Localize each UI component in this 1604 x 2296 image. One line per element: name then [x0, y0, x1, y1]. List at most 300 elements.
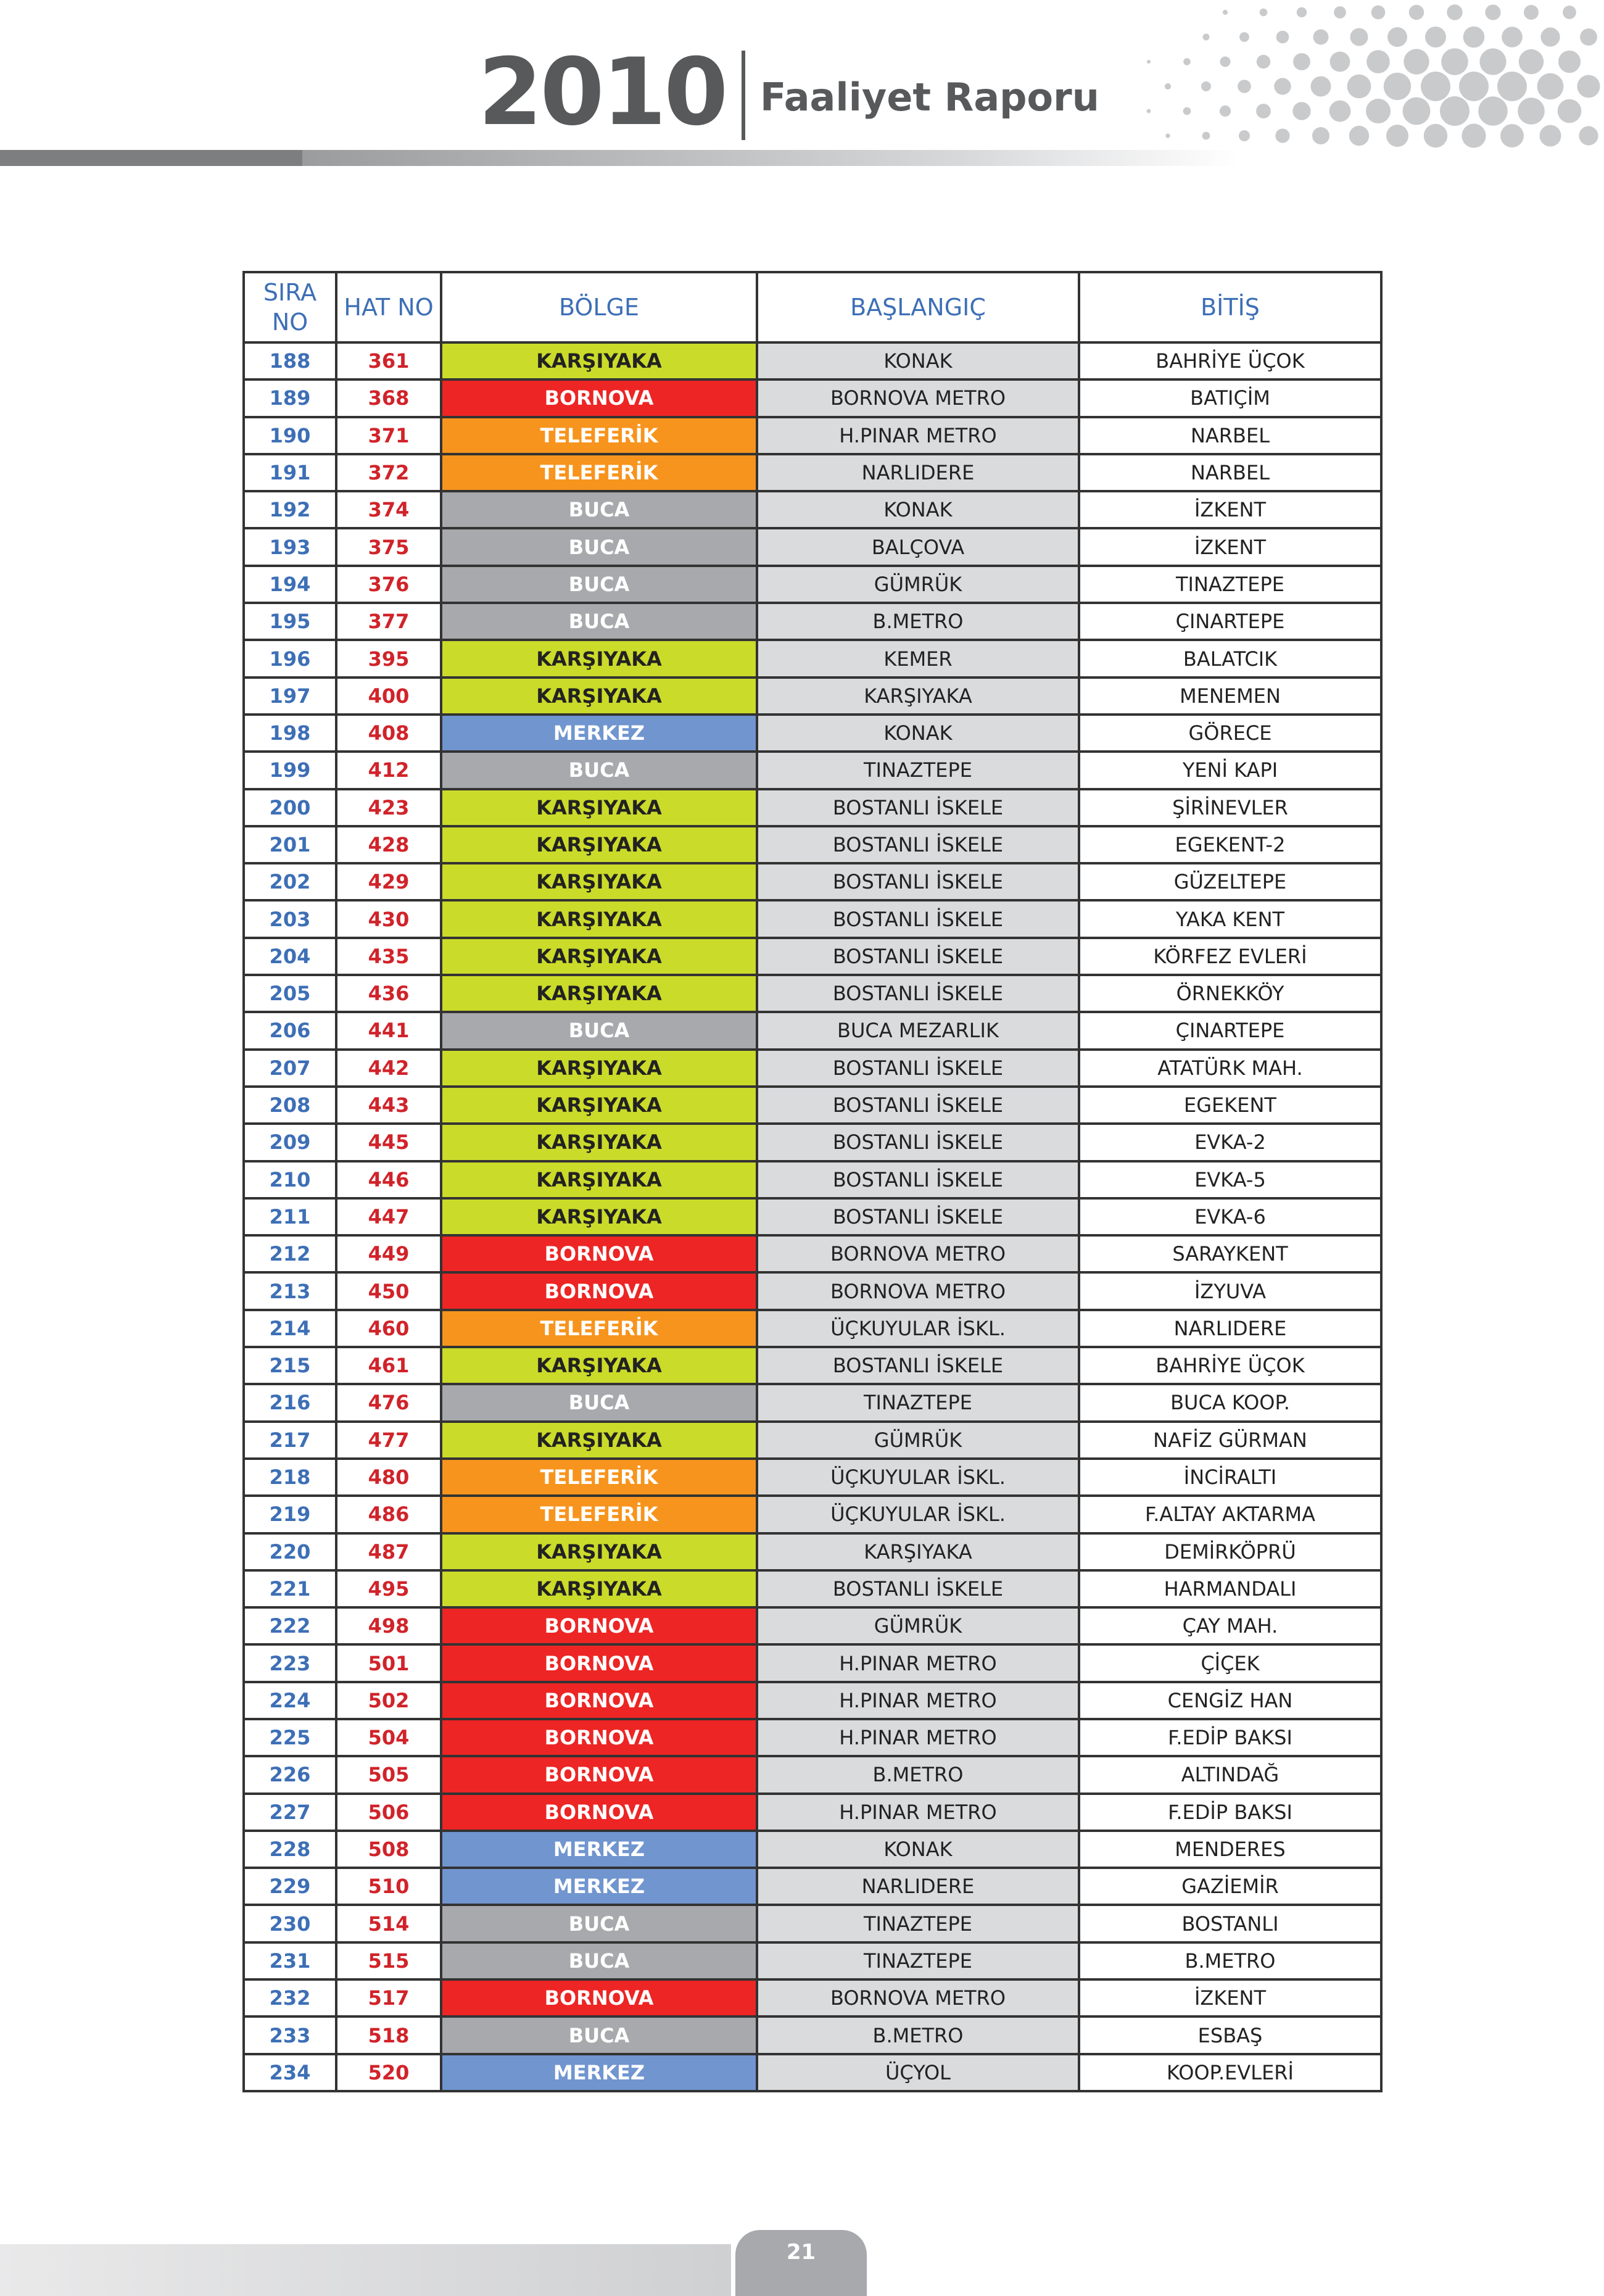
table-row	[244, 1310, 1381, 1347]
decorative-dot	[1386, 125, 1408, 147]
cell-sira-no: 211	[244, 1198, 336, 1235]
decorative-dot	[1260, 9, 1268, 17]
cell-baslangic: BORNOVA METRO	[757, 1979, 1079, 2016]
cell-baslangic: KONAK	[757, 342, 1079, 379]
cell-hat-no: 442	[336, 1050, 441, 1087]
cell-bolge: BORNOVA	[441, 1794, 757, 1831]
cell-bolge: KARŞIYAKA	[441, 1050, 757, 1087]
cell-bolge: BUCA	[441, 752, 757, 789]
cell-hat-no: 445	[336, 1124, 441, 1161]
decorative-dot	[1403, 97, 1431, 125]
cell-baslangic: GÜMRÜK	[757, 1607, 1079, 1644]
cell-sira-no: 232	[244, 1979, 336, 2016]
cell-sira-no: 209	[244, 1124, 336, 1161]
cell-bitis: YENİ KAPI	[1079, 752, 1381, 789]
cell-sira-no: 212	[244, 1235, 336, 1272]
cell-hat-no: 460	[336, 1310, 441, 1347]
decorative-dot	[1519, 49, 1544, 74]
cell-sira-no: 220	[244, 1533, 336, 1570]
decorative-dot	[1275, 128, 1289, 143]
page-number: 21	[786, 2240, 816, 2265]
cell-bitis: EGEKENT-2	[1079, 826, 1381, 863]
decorative-dot	[1366, 50, 1390, 73]
report-title: Faaliyet Raporu	[760, 75, 1099, 120]
cell-baslangic: ÜÇKUYULAR İSKL.	[757, 1459, 1079, 1496]
decorative-dot	[1485, 4, 1500, 20]
cell-hat-no: 368	[336, 379, 441, 417]
decorative-dot	[1441, 48, 1468, 75]
cell-bolge: KARŞIYAKA	[441, 863, 757, 900]
decorative-dot	[1537, 73, 1564, 100]
cell-hat-no: 486	[336, 1496, 441, 1533]
cell-sira-no: 208	[244, 1087, 336, 1124]
table-row	[244, 342, 1381, 379]
decorative-dot	[1239, 32, 1249, 42]
decorative-dot	[1580, 28, 1597, 46]
cell-hat-no: 435	[336, 938, 441, 975]
cell-hat-no: 461	[336, 1347, 441, 1384]
cell-bolge: BORNOVA	[441, 1607, 757, 1644]
cell-bitis: DEMİRKÖPRÜ	[1079, 1533, 1381, 1570]
cell-bitis: İZKENT	[1079, 528, 1381, 565]
cell-baslangic: TINAZTEPE	[757, 1905, 1079, 1942]
cell-bolge: KARŞIYAKA	[441, 826, 757, 863]
cell-sira-no: 218	[244, 1459, 336, 1496]
cell-sira-no: 202	[244, 863, 336, 900]
decorative-dot	[1577, 75, 1600, 98]
cell-hat-no: 514	[336, 1905, 441, 1942]
decorative-dot	[1293, 53, 1310, 70]
cell-hat-no: 502	[336, 1682, 441, 1719]
cell-hat-no: 361	[336, 342, 441, 379]
decorative-dot	[1238, 80, 1251, 93]
cell-bitis: HARMANDALI	[1079, 1570, 1381, 1607]
cell-bolge: KARŞIYAKA	[441, 678, 757, 715]
cell-sira-no: 190	[244, 417, 336, 454]
cell-baslangic: BOSTANLI İSKELE	[757, 1124, 1079, 1161]
cell-baslangic: TINAZTEPE	[757, 1942, 1079, 1979]
table-row	[244, 1533, 1381, 1570]
table-row	[244, 603, 1381, 640]
cell-bitis: NARBEL	[1079, 417, 1381, 454]
cell-bitis: ÇINARTEPE	[1079, 603, 1381, 640]
table-row	[244, 1012, 1381, 1049]
cell-baslangic: BUCA MEZARLIK	[757, 1012, 1079, 1049]
cell-sira-no: 205	[244, 975, 336, 1012]
page-header	[0, 0, 1604, 173]
cell-bitis: ÇİÇEK	[1079, 1644, 1381, 1681]
decorative-dot	[1558, 99, 1582, 123]
cell-sira-no: 200	[244, 789, 336, 826]
cell-hat-no: 501	[336, 1644, 441, 1681]
decorative-dot	[1202, 132, 1210, 140]
table-row	[244, 975, 1381, 1012]
cell-baslangic: BOSTANLI İSKELE	[757, 900, 1079, 937]
decorative-dot	[1425, 27, 1446, 48]
decorative-dot	[1220, 106, 1231, 117]
cell-hat-no: 517	[336, 1979, 441, 2016]
title-divider	[742, 51, 745, 140]
cell-hat-no: 412	[336, 752, 441, 789]
cell-bolge: KARŞIYAKA	[441, 975, 757, 1012]
cell-bolge: TELEFERİK	[441, 417, 757, 454]
cell-bitis: ÖRNEKKÖY	[1079, 975, 1381, 1012]
cell-sira-no: 210	[244, 1161, 336, 1198]
decorative-dot	[1274, 78, 1291, 94]
decorative-dot	[1540, 27, 1560, 46]
decorative-dot	[1147, 60, 1151, 64]
table-row	[244, 863, 1381, 900]
cell-baslangic: H.PINAR METRO	[757, 1682, 1079, 1719]
cell-bolge: MERKEZ	[441, 1868, 757, 1905]
table-row	[244, 1272, 1381, 1309]
cell-hat-no: 377	[336, 603, 441, 640]
decorative-dot	[1404, 49, 1429, 74]
cell-baslangic: KONAK	[757, 715, 1079, 752]
table-row	[244, 2016, 1381, 2054]
cell-hat-no: 450	[336, 1272, 441, 1309]
cell-baslangic: BOSTANLI İSKELE	[757, 1087, 1079, 1124]
decorative-dot	[1183, 58, 1191, 65]
bus-lines-table	[242, 271, 1383, 2092]
cell-bitis: MENEMEN	[1079, 678, 1381, 715]
cell-baslangic: KARŞIYAKA	[757, 1533, 1079, 1570]
cell-bolge: TELEFERİK	[441, 454, 757, 491]
cell-sira-no: 194	[244, 566, 336, 603]
header-bitis: BİTİŞ	[1079, 272, 1381, 342]
decorative-dot	[1203, 34, 1210, 41]
decorative-dot	[1347, 75, 1371, 99]
cell-bolge: BUCA	[441, 1905, 757, 1942]
cell-bolge: BORNOVA	[441, 1235, 757, 1272]
table-row	[244, 417, 1381, 454]
cell-sira-no: 207	[244, 1050, 336, 1087]
cell-bitis: CENGİZ HAN	[1079, 1682, 1381, 1719]
cell-sira-no: 213	[244, 1272, 336, 1309]
cell-hat-no: 477	[336, 1422, 441, 1459]
cell-hat-no: 428	[336, 826, 441, 863]
cell-bitis: GAZİEMİR	[1079, 1868, 1381, 1905]
header-rule-light	[302, 150, 1240, 166]
cell-hat-no: 498	[336, 1607, 441, 1644]
cell-bitis: NAFİZ GÜRMAN	[1079, 1422, 1381, 1459]
decorative-dot	[1478, 96, 1507, 125]
cell-hat-no: 408	[336, 715, 441, 752]
cell-sira-no: 192	[244, 491, 336, 528]
table-row	[244, 1682, 1381, 1719]
cell-bolge: KARŞIYAKA	[441, 1347, 757, 1384]
cell-baslangic: BALÇOVA	[757, 528, 1079, 565]
decorative-dot	[1276, 31, 1289, 44]
table-row	[244, 491, 1381, 528]
table-row	[244, 1979, 1381, 2016]
decorative-dot	[1384, 73, 1411, 100]
cell-sira-no: 228	[244, 1831, 336, 1868]
cell-sira-no: 222	[244, 1607, 336, 1644]
cell-baslangic: BORNOVA METRO	[757, 379, 1079, 417]
cell-sira-no: 191	[244, 454, 336, 491]
table-row	[244, 1050, 1381, 1087]
cell-baslangic: BOSTANLI İSKELE	[757, 1347, 1079, 1384]
cell-sira-no: 229	[244, 1868, 336, 1905]
cell-hat-no: 487	[336, 1533, 441, 1570]
cell-sira-no: 204	[244, 938, 336, 975]
cell-bitis: ATATÜRK MAH.	[1079, 1050, 1381, 1087]
decorative-dot	[1239, 130, 1250, 141]
table-row	[244, 1124, 1381, 1161]
cell-baslangic: ÜÇKUYULAR İSKL.	[757, 1310, 1079, 1347]
cell-baslangic: KONAK	[757, 1831, 1079, 1868]
decorative-dot	[1371, 6, 1386, 20]
cell-baslangic: ÜÇKUYULAR İSKL.	[757, 1496, 1079, 1533]
cell-bitis: KÖRFEZ EVLERİ	[1079, 938, 1381, 975]
cell-bitis: ESBAŞ	[1079, 2016, 1381, 2054]
cell-bitis: TINAZTEPE	[1079, 566, 1381, 603]
cell-bitis: BOSTANLI	[1079, 1905, 1381, 1942]
cell-sira-no: 234	[244, 2054, 336, 2091]
decorative-dot	[1223, 10, 1228, 15]
cell-baslangic: ÜÇYOL	[757, 2054, 1079, 2091]
cell-baslangic: KONAK	[757, 491, 1079, 528]
cell-baslangic: KARŞIYAKA	[757, 678, 1079, 715]
header-bolge: BÖLGE	[441, 272, 757, 342]
cell-bitis: EVKA-5	[1079, 1161, 1381, 1198]
cell-baslangic: B.METRO	[757, 2016, 1079, 2054]
cell-baslangic: GÜMRÜK	[757, 1422, 1079, 1459]
decorative-dots	[1086, 0, 1604, 160]
cell-bolge: MERKEZ	[441, 715, 757, 752]
cell-baslangic: TINAZTEPE	[757, 752, 1079, 789]
table-row	[244, 1161, 1381, 1198]
table-row	[244, 1868, 1381, 1905]
cell-hat-no: 510	[336, 1868, 441, 1905]
cell-bolge: BUCA	[441, 491, 757, 528]
cell-sira-no: 201	[244, 826, 336, 863]
decorative-dot	[1183, 107, 1191, 115]
cell-bitis: ALTINDAĞ	[1079, 1756, 1381, 1793]
cell-hat-no: 505	[336, 1756, 441, 1793]
cell-sira-no: 230	[244, 1905, 336, 1942]
cell-sira-no: 215	[244, 1347, 336, 1384]
decorative-dot	[1558, 51, 1581, 73]
cell-bolge: MERKEZ	[441, 2054, 757, 2091]
cell-baslangic: BOSTANLI İSKELE	[757, 1161, 1079, 1198]
cell-baslangic: BORNOVA METRO	[757, 1272, 1079, 1309]
cell-bolge: TELEFERİK	[441, 1459, 757, 1496]
cell-baslangic: TINAZTEPE	[757, 1384, 1079, 1421]
decorative-dot	[1463, 27, 1485, 48]
cell-hat-no: 443	[336, 1087, 441, 1124]
decorative-dot	[1579, 126, 1598, 145]
decorative-dot	[1329, 101, 1351, 122]
cell-hat-no: 372	[336, 454, 441, 491]
table-row	[244, 752, 1381, 789]
decorative-dot	[1311, 77, 1331, 97]
cell-baslangic: H.PINAR METRO	[757, 1644, 1079, 1681]
decorative-dot	[1165, 133, 1170, 138]
cell-hat-no: 446	[336, 1161, 441, 1198]
decorative-dot	[1563, 6, 1576, 19]
cell-bitis: SARAYKENT	[1079, 1235, 1381, 1272]
cell-baslangic: BOSTANLI İSKELE	[757, 975, 1079, 1012]
cell-sira-no: 206	[244, 1012, 336, 1049]
cell-bolge: TELEFERİK	[441, 1310, 757, 1347]
cell-hat-no: 495	[336, 1570, 441, 1607]
decorative-dot	[1459, 72, 1489, 101]
decorative-dot	[1256, 104, 1271, 118]
cell-bitis: BALATCIK	[1079, 640, 1381, 677]
decorative-dot	[1257, 55, 1270, 68]
decorative-dot	[1349, 126, 1369, 146]
cell-hat-no: 520	[336, 2054, 441, 2091]
cell-bitis: İZYUVA	[1079, 1272, 1381, 1309]
decorative-dot	[1334, 6, 1346, 19]
table-row	[244, 454, 1381, 491]
decorative-dot	[1366, 99, 1391, 123]
cell-baslangic: KEMER	[757, 640, 1079, 677]
cell-bitis: NARBEL	[1079, 454, 1381, 491]
table-row	[244, 1347, 1381, 1384]
cell-sira-no: 189	[244, 379, 336, 417]
decorative-dot	[1387, 27, 1407, 47]
table-row	[244, 1719, 1381, 1756]
table-row	[244, 789, 1381, 826]
cell-baslangic: BOSTANLI İSKELE	[757, 1050, 1079, 1087]
cell-bitis: KOOP.EVLERİ	[1079, 2054, 1381, 2091]
cell-hat-no: 371	[336, 417, 441, 454]
cell-bolge: BUCA	[441, 1012, 757, 1049]
decorative-dot	[1220, 57, 1231, 67]
cell-sira-no: 231	[244, 1942, 336, 1979]
decorative-dot	[1502, 27, 1523, 48]
decorative-dot	[1313, 30, 1329, 45]
cell-hat-no: 515	[336, 1942, 441, 1979]
cell-sira-no: 196	[244, 640, 336, 677]
cell-hat-no: 449	[336, 1235, 441, 1272]
cell-bolge: KARŞIYAKA	[441, 1198, 757, 1235]
cell-hat-no: 480	[336, 1459, 441, 1496]
cell-baslangic: H.PINAR METRO	[757, 417, 1079, 454]
cell-bitis: BAHRİYE ÜÇOK	[1079, 342, 1381, 379]
cell-bolge: BORNOVA	[441, 1272, 757, 1309]
cell-bolge: BUCA	[441, 2016, 757, 2054]
decorative-dot	[1165, 83, 1171, 89]
cell-hat-no: 374	[336, 491, 441, 528]
decorative-dot	[1540, 125, 1561, 147]
cell-sira-no: 188	[244, 342, 336, 379]
cell-bitis: F.ALTAY AKTARMA	[1079, 1496, 1381, 1533]
cell-baslangic: BOSTANLI İSKELE	[757, 826, 1079, 863]
cell-sira-no: 216	[244, 1384, 336, 1421]
table-row	[244, 1644, 1381, 1681]
cell-bolge: KARŞIYAKA	[441, 1087, 757, 1124]
decorative-dot	[1461, 123, 1486, 147]
cell-bolge: BORNOVA	[441, 1682, 757, 1719]
cell-baslangic: H.PINAR METRO	[757, 1794, 1079, 1831]
table-row	[244, 1756, 1381, 1793]
cell-baslangic: B.METRO	[757, 603, 1079, 640]
decorative-dot	[1518, 97, 1545, 125]
cell-bolge: KARŞIYAKA	[441, 1161, 757, 1198]
cell-hat-no: 441	[336, 1012, 441, 1049]
cell-bolge: KARŞIYAKA	[441, 1533, 757, 1570]
decorative-dot	[1147, 109, 1151, 114]
cell-sira-no: 226	[244, 1756, 336, 1793]
cell-baslangic: NARLIDERE	[757, 454, 1079, 491]
cell-bitis: MENDERES	[1079, 1831, 1381, 1868]
cell-hat-no: 447	[336, 1198, 441, 1235]
cell-bolge: BORNOVA	[441, 1719, 757, 1756]
cell-hat-no: 423	[336, 789, 441, 826]
cell-baslangic: BOSTANLI İSKELE	[757, 789, 1079, 826]
cell-baslangic: B.METRO	[757, 1756, 1079, 1793]
table-row	[244, 640, 1381, 677]
decorative-dot	[1479, 48, 1506, 75]
cell-sira-no: 193	[244, 528, 336, 565]
cell-sira-no: 221	[244, 1570, 336, 1607]
cell-bolge: KARŞIYAKA	[441, 640, 757, 677]
table-row	[244, 715, 1381, 752]
table-row	[244, 1087, 1381, 1124]
cell-baslangic: H.PINAR METRO	[757, 1719, 1079, 1756]
decorative-dot	[1447, 4, 1462, 20]
cell-hat-no: 429	[336, 863, 441, 900]
cell-sira-no: 197	[244, 678, 336, 715]
cell-sira-no: 198	[244, 715, 336, 752]
cell-bitis: GÜZELTEPE	[1079, 863, 1381, 900]
decorative-dot	[1330, 52, 1350, 72]
cell-bitis: ŞİRİNEVLER	[1079, 789, 1381, 826]
header-baslangic: BAŞLANGIÇ	[757, 272, 1079, 342]
table-row	[244, 1905, 1381, 1942]
cell-bolge: KARŞIYAKA	[441, 1570, 757, 1607]
cell-hat-no: 518	[336, 2016, 441, 2054]
cell-hat-no: 506	[336, 1794, 441, 1831]
table-row	[244, 1607, 1381, 1644]
table-row	[244, 1942, 1381, 1979]
cell-bitis: F.EDİP BAKSI	[1079, 1794, 1381, 1831]
table-row	[244, 938, 1381, 975]
table-row	[244, 1235, 1381, 1272]
cell-hat-no: 400	[336, 678, 441, 715]
cell-hat-no: 375	[336, 528, 441, 565]
cell-bolge: KARŞIYAKA	[441, 1124, 757, 1161]
cell-bolge: BUCA	[441, 528, 757, 565]
cell-bolge: BORNOVA	[441, 379, 757, 417]
table-row	[244, 678, 1381, 715]
decorative-dot	[1421, 72, 1450, 101]
decorative-dot	[1409, 5, 1424, 20]
footer-bar	[0, 2244, 731, 2296]
cell-bitis: BATIÇİM	[1079, 379, 1381, 417]
cell-baslangic: BOSTANLI İSKELE	[757, 863, 1079, 900]
cell-bitis: YAKA KENT	[1079, 900, 1381, 937]
report-year: 2010	[478, 39, 726, 146]
decorative-dot	[1312, 127, 1329, 144]
cell-hat-no: 508	[336, 1831, 441, 1868]
cell-sira-no: 219	[244, 1496, 336, 1533]
cell-bitis: EVKA-6	[1079, 1198, 1381, 1235]
decorative-dot	[1201, 81, 1211, 91]
cell-baslangic: NARLIDERE	[757, 1868, 1079, 1905]
table-row	[244, 1422, 1381, 1459]
cell-bitis: BUCA KOOP.	[1079, 1384, 1381, 1421]
cell-bolge: KARŞIYAKA	[441, 789, 757, 826]
cell-bitis: ÇAY MAH.	[1079, 1607, 1381, 1644]
cell-bolge: BUCA	[441, 1942, 757, 1979]
cell-sira-no: 203	[244, 900, 336, 937]
cell-bolge: KARŞIYAKA	[441, 900, 757, 937]
